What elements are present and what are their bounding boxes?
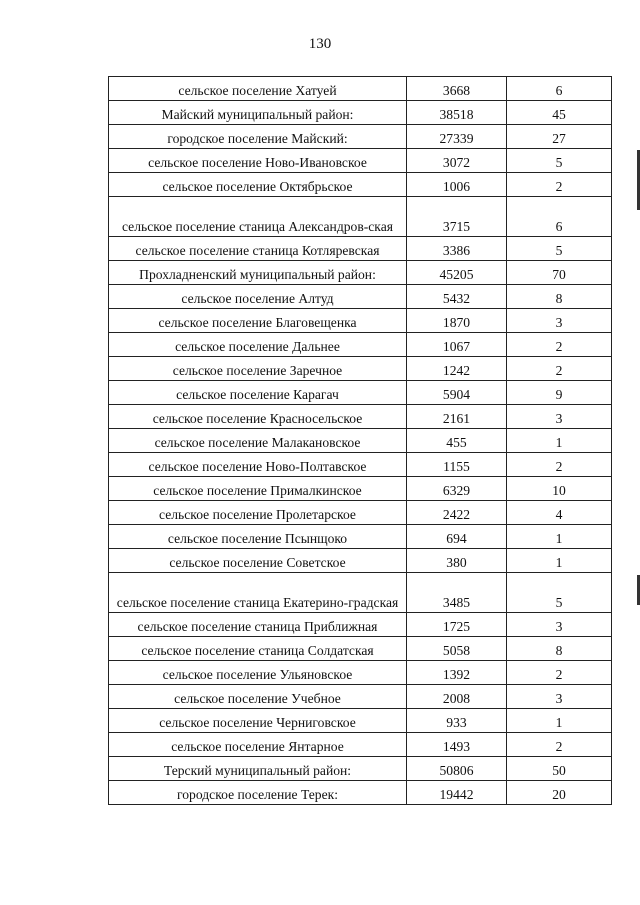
count-cell: 5 (507, 149, 612, 173)
population-cell: 27339 (407, 125, 507, 149)
population-cell: 3485 (407, 573, 507, 613)
settlement-name-cell: городское поселение Майский: (109, 125, 407, 149)
table-row (109, 477, 612, 501)
population-cell: 1242 (407, 357, 507, 381)
settlement-name-cell: сельское поселение станица Приближная (109, 613, 407, 637)
count-cell: 2 (507, 661, 612, 685)
table-row (109, 173, 612, 197)
population-cell: 3715 (407, 197, 507, 237)
population-cell: 6329 (407, 477, 507, 501)
population-cell: 694 (407, 525, 507, 549)
population-cell: 380 (407, 549, 507, 573)
table-row (109, 261, 612, 285)
count-cell: 8 (507, 637, 612, 661)
count-cell: 3 (507, 405, 612, 429)
settlement-name-cell: сельское поселение Малакановское (109, 429, 407, 453)
table-row (109, 405, 612, 429)
table-row (109, 501, 612, 525)
table-row (109, 197, 612, 237)
count-cell: 1 (507, 429, 612, 453)
count-cell: 9 (507, 381, 612, 405)
population-cell: 38518 (407, 101, 507, 125)
settlement-name-cell: сельское поселение Черниговское (109, 709, 407, 733)
table-row (109, 549, 612, 573)
population-cell: 1725 (407, 613, 507, 637)
table-row (109, 125, 612, 149)
table-row (109, 613, 612, 637)
settlement-name-cell: сельское поселение Прималкинское (109, 477, 407, 501)
population-cell: 1870 (407, 309, 507, 333)
settlement-name-cell: городское поселение Терек: (109, 781, 407, 805)
settlement-name-cell: сельское поселение станица Александров-ская (109, 197, 407, 237)
population-cell: 45205 (407, 261, 507, 285)
settlement-name-cell: сельское поселение Благовещенка (109, 309, 407, 333)
count-cell: 3 (507, 685, 612, 709)
table-row (109, 637, 612, 661)
count-cell: 2 (507, 173, 612, 197)
table-row (109, 381, 612, 405)
count-cell: 1 (507, 549, 612, 573)
population-cell: 3072 (407, 149, 507, 173)
population-cell: 5058 (407, 637, 507, 661)
population-cell: 2422 (407, 501, 507, 525)
count-cell: 5 (507, 237, 612, 261)
population-cell: 2008 (407, 685, 507, 709)
population-cell: 1155 (407, 453, 507, 477)
table-row (109, 429, 612, 453)
settlement-name-cell: Прохладненский муниципальный район: (109, 261, 407, 285)
settlement-name-cell: сельское поселение Янтарное (109, 733, 407, 757)
table-row (109, 357, 612, 381)
table-row (109, 237, 612, 261)
settlement-name-cell: сельское поселение станица Екатерино-градская (109, 573, 407, 613)
table-row (109, 757, 612, 781)
settlement-name-cell: сельское поселение Ульяновское (109, 661, 407, 685)
count-cell: 2 (507, 357, 612, 381)
count-cell: 1 (507, 525, 612, 549)
table-body (109, 77, 612, 805)
count-cell: 45 (507, 101, 612, 125)
table-row (109, 573, 612, 613)
population-cell: 1067 (407, 333, 507, 357)
population-cell: 3668 (407, 77, 507, 101)
count-cell: 2 (507, 733, 612, 757)
table-row (109, 685, 612, 709)
settlement-name-cell: сельское поселение Хатуей (109, 77, 407, 101)
settlement-name-cell: сельское поселение Псынщоко (109, 525, 407, 549)
data-table (108, 76, 612, 805)
table-row (109, 149, 612, 173)
population-cell: 2161 (407, 405, 507, 429)
count-cell: 3 (507, 309, 612, 333)
settlement-name-cell: сельское поселение Ново-Ивановское (109, 149, 407, 173)
population-cell: 1493 (407, 733, 507, 757)
count-cell: 2 (507, 333, 612, 357)
table-row (109, 333, 612, 357)
settlement-name-cell: сельское поселение Советское (109, 549, 407, 573)
count-cell: 4 (507, 501, 612, 525)
population-cell: 933 (407, 709, 507, 733)
population-cell: 50806 (407, 757, 507, 781)
table-row (109, 781, 612, 805)
count-cell: 2 (507, 453, 612, 477)
population-cell: 1006 (407, 173, 507, 197)
count-cell: 5 (507, 573, 612, 613)
count-cell: 6 (507, 197, 612, 237)
settlement-name-cell: сельское поселение Заречное (109, 357, 407, 381)
settlement-name-cell: Терский муниципальный район: (109, 757, 407, 781)
population-cell: 455 (407, 429, 507, 453)
table-row (109, 309, 612, 333)
population-cell: 19442 (407, 781, 507, 805)
settlement-name-cell: сельское поселение Алтуд (109, 285, 407, 309)
count-cell: 10 (507, 477, 612, 501)
count-cell: 8 (507, 285, 612, 309)
table-row (109, 101, 612, 125)
settlement-name-cell: сельское поселение Пролетарское (109, 501, 407, 525)
table-row (109, 709, 612, 733)
table-row (109, 525, 612, 549)
settlement-name-cell: сельское поселение Учебное (109, 685, 407, 709)
population-cell: 5904 (407, 381, 507, 405)
settlement-name-cell: сельское поселение Карагач (109, 381, 407, 405)
count-cell: 27 (507, 125, 612, 149)
table-row (109, 285, 612, 309)
settlement-name-cell: сельское поселение станица Котляревская (109, 237, 407, 261)
settlement-name-cell: сельское поселение Дальнее (109, 333, 407, 357)
count-cell: 20 (507, 781, 612, 805)
count-cell: 50 (507, 757, 612, 781)
page-number: 130 (308, 36, 332, 52)
population-cell: 5432 (407, 285, 507, 309)
settlement-name-cell: сельское поселение станица Солдатская (109, 637, 407, 661)
population-cell: 3386 (407, 237, 507, 261)
count-cell: 6 (507, 77, 612, 101)
count-cell: 3 (507, 613, 612, 637)
settlement-name-cell: сельское поселение Красносельское (109, 405, 407, 429)
settlement-name-cell: сельское поселение Ново-Полтавское (109, 453, 407, 477)
settlement-name-cell: сельское поселение Октябрьское (109, 173, 407, 197)
table-row (109, 453, 612, 477)
population-cell: 1392 (407, 661, 507, 685)
table-row (109, 733, 612, 757)
table-row (109, 661, 612, 685)
settlement-name-cell: Майский муниципальный район: (109, 101, 407, 125)
count-cell: 70 (507, 261, 612, 285)
table-row (109, 77, 612, 101)
count-cell: 1 (507, 709, 612, 733)
